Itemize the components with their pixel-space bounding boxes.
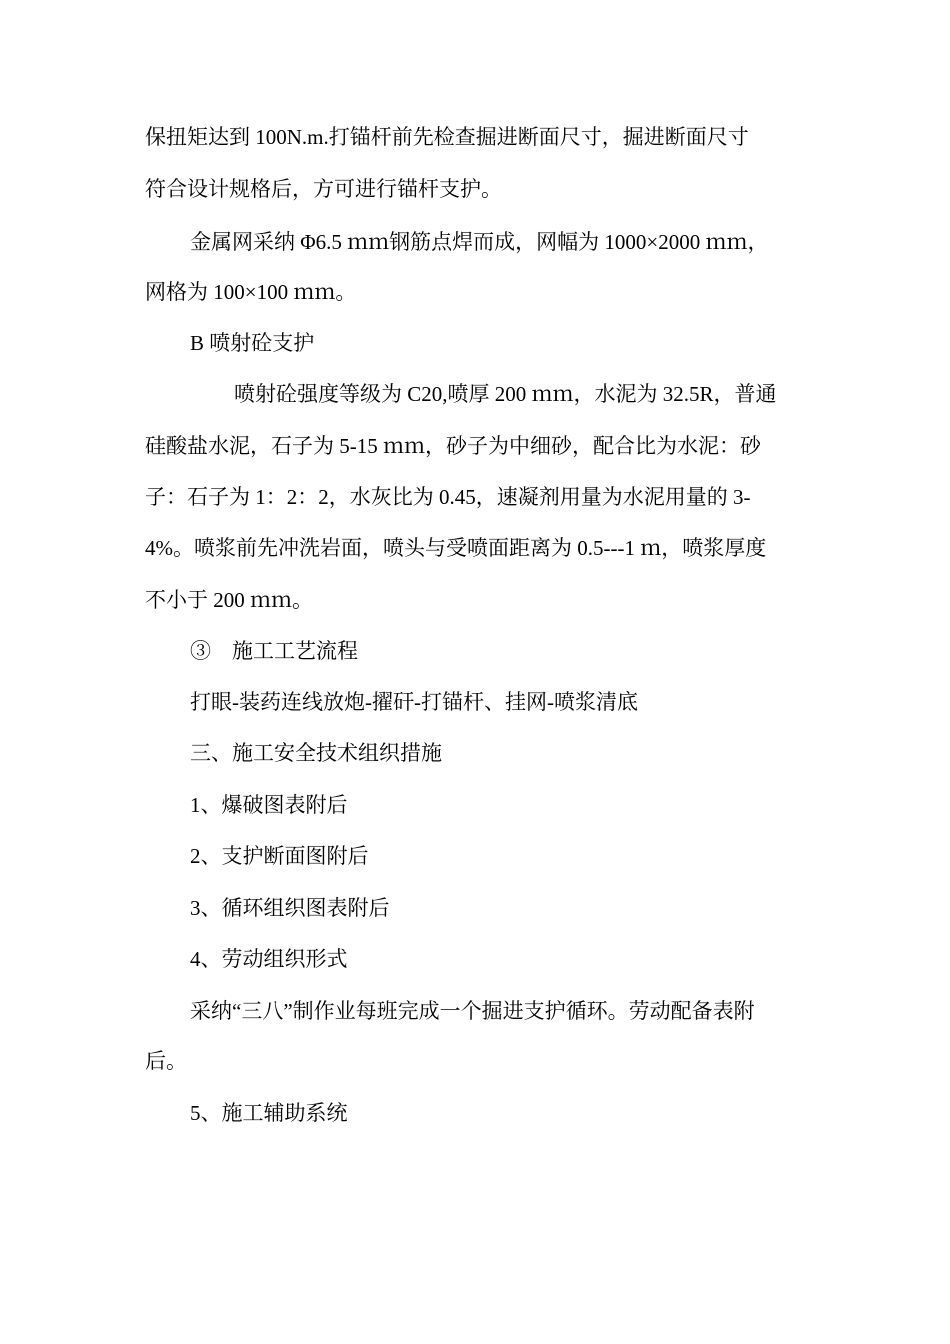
list-item: 2、支护断面图附后 bbox=[190, 844, 369, 868]
text-line: 喷射砼强度等级为 C20,喷厚 200 ｍｍ，水泥为 32.5R，普通 bbox=[234, 382, 777, 406]
section-heading: 三、施工安全技术组织措施 bbox=[190, 741, 442, 765]
text-line: 硅酸盐水泥，石子为 5-15 ｍｍ，砂子为中细砂，配合比为水泥：砂 bbox=[145, 434, 761, 458]
text-line: 符合设计规格后，方可进行锚杆支护。 bbox=[145, 177, 502, 201]
text-line: 子：石子为 1：2：2，水灰比为 0.45，速凝剂用量为水泥用量的 3- bbox=[145, 485, 751, 509]
text-line: 采纳“三八”制作业每班完成一个掘进支护循环。劳动配备表附 bbox=[190, 999, 755, 1023]
text-line: 后。 bbox=[145, 1049, 187, 1073]
text-line: 保扭矩达到 100N.m.打锚杆前先检查掘进断面尺寸，掘进断面尺寸 bbox=[145, 125, 749, 149]
list-item: 3、循环组织图表附后 bbox=[190, 896, 390, 920]
text-line: 打眼-装药连线放炮-擢矸-打锚杆、挂网-喷浆清底 bbox=[190, 690, 638, 714]
list-item: 1、爆破图表附后 bbox=[190, 793, 348, 817]
text-line: 金属网采纳 Φ6.5 ｍｍ钢筋点焊而成，网幅为 1000×2000 ｍｍ， bbox=[190, 230, 769, 254]
section-heading: ③ 施工工艺流程 bbox=[190, 639, 358, 663]
list-item: 4、劳动组织形式 bbox=[190, 947, 348, 971]
text-line: 4%。喷浆前先冲洗岩面，喷头与受喷面距离为 0.5---1 ｍ，喷浆厚度 bbox=[145, 536, 767, 560]
text-line: 不小于 200 ｍｍ。 bbox=[145, 588, 313, 612]
section-heading: B 喷射砼支护 bbox=[190, 331, 315, 355]
list-item: 5、施工辅助系统 bbox=[190, 1101, 348, 1125]
text-line: 网格为 100×100 ｍｍ。 bbox=[145, 280, 357, 304]
